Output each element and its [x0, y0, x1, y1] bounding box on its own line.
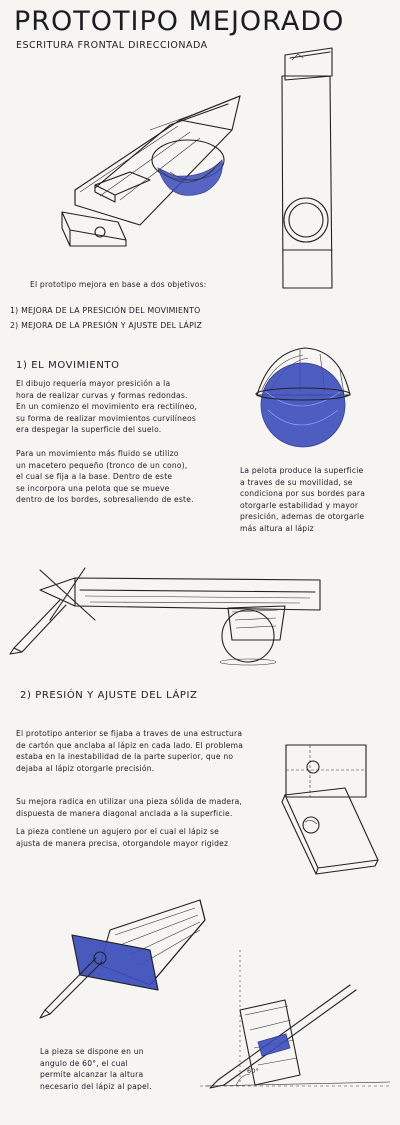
section-2-paragraph-3: La pieza contiene un agujero por el cual el lápiz se ajusta de manera precisa, otorgandole mayor rigidez: [16, 827, 229, 848]
section-1-paragraph-2: Para un movimiento más fluido se utilizo un macetero pequeño (tronco de un cono), el cual se fija a la base. Dentro de este se incorpora una pelota que se mueve dentro de los bordes, sobresaliendo de este.: [16, 449, 194, 504]
section-1-paragraph-1: El dibujo requería mayor presición a la hora de realizar curvas y formas redondas. En un comienzo el movimiento era rectilíneo, su forma de realizar movimientos curvilíneos era despegar la superficie del suelo.: [16, 379, 198, 434]
section-1-heading: 1) EL MOVIMIENTO: [16, 360, 120, 371]
objective-1: 1) MEJORA DE LA PRESICIÓN DEL MOVIMIENTO: [10, 306, 201, 315]
section-2-paragraph-1: El prototipo anterior se fijaba a traves de una estructura de cartón que anclaba al lápiz en cada lado. El problema estaba en la inestabilidad de la parte superior, que no dejaba al lápiz otorgarle precisión.: [16, 729, 244, 773]
angle-label: 60°: [247, 1067, 260, 1075]
page-subtitle: ESCRITURA FRONTAL DIRECCIONADA: [16, 40, 208, 51]
angle-note: La pieza se dispone en un angulo de 60°, el cual permite alcanzar la altura necesario del lápiz al papel.: [40, 1047, 152, 1091]
page-title: PROTOTIPO MEJORADO: [14, 6, 345, 37]
section-2-heading: 2) PRESIÓN Y AJUSTE DEL LÁPIZ: [20, 690, 198, 701]
ball-note: La pelota produce la superficie a traves de su movilidad, se condiciona por sus bordes para otorgarle estabilidad y mayor presición, ademas de otorgarle más altura al lápiz: [240, 466, 366, 533]
section-2-paragraph-2: Su mejora radica en utilizar una pieza sólida de madera, dispuesta de manera diagonal anclada a la superficie.: [16, 797, 243, 818]
objective-2: 2) MEJORA DE LA PRESIÓN Y AJUSTE DEL LÁPIZ: [10, 321, 203, 330]
intro-text: El prototipo mejora en base a dos objetivos:: [30, 280, 207, 289]
